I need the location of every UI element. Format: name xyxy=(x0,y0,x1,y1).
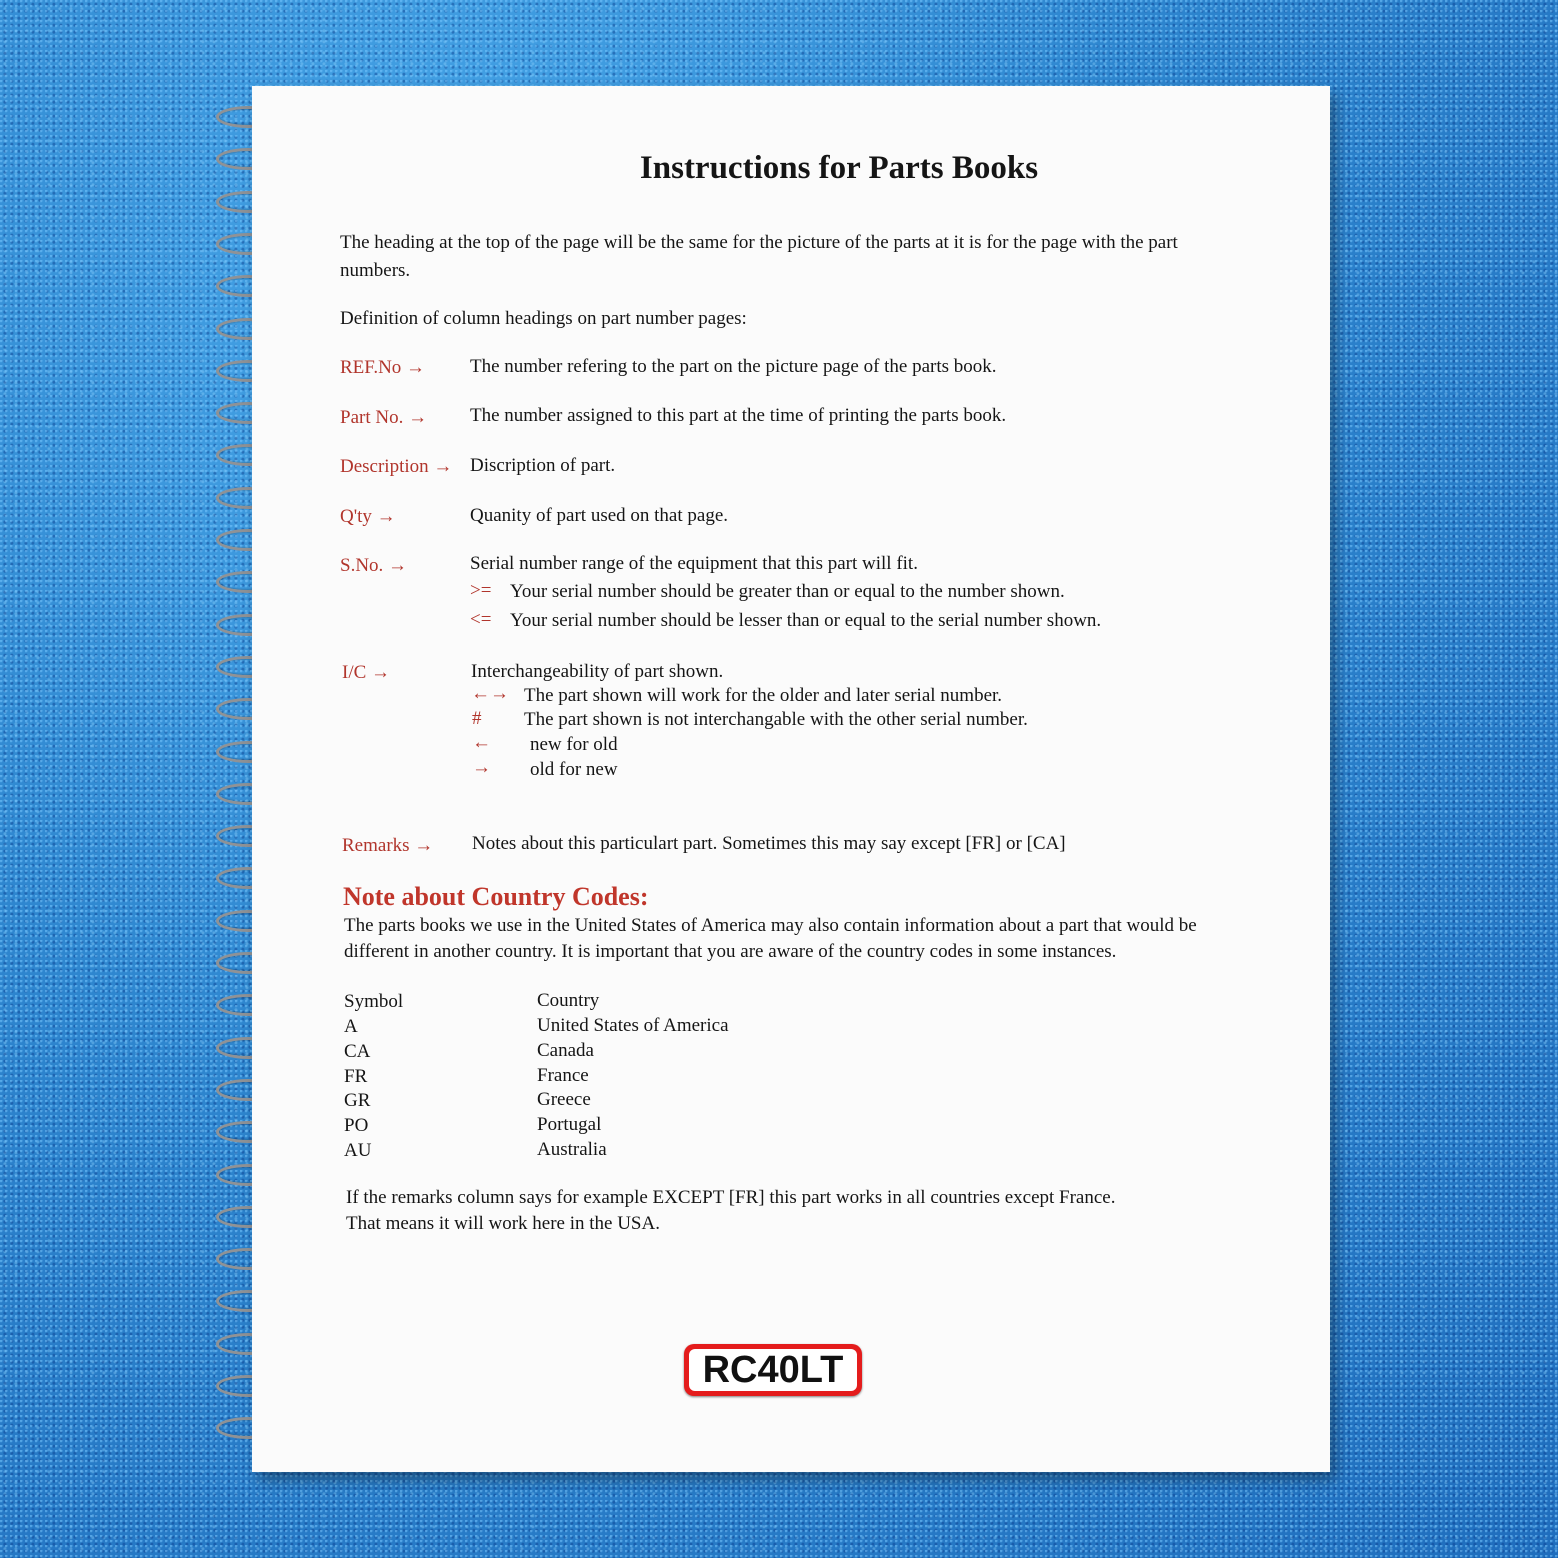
serial-rule-text: Your serial number should be lesser than or equal to the serial number shown. xyxy=(510,610,1102,631)
desc-ic: Interchangeability of part shown. xyxy=(471,661,724,682)
intro-line-1: The heading at the top of the page will be the same for the picture of the parts at it is for the page with the part xyxy=(340,232,1178,253)
intro-line-2: numbers. xyxy=(340,260,411,281)
serial-rule-symbol: >= xyxy=(470,580,492,601)
term-qty: Q'ty → xyxy=(340,506,396,527)
term-ic: I/C → xyxy=(342,662,391,683)
table-cell-country: France xyxy=(537,1065,589,1086)
closing-line-1: If the remarks column says for example EXCEPT [FR] this part works in all countries except France. xyxy=(346,1187,1116,1208)
country-note-line-2: different in another country. It is important that you are aware of the country codes in some instances. xyxy=(344,941,1117,962)
closing-line-2: That means it will work here in the USA. xyxy=(346,1213,660,1234)
table-cell-country: Portugal xyxy=(537,1114,602,1135)
definition-heading: Definition of column headings on part number pages: xyxy=(340,308,747,329)
term-s-no: S.No. → xyxy=(340,555,408,576)
ic-rule-symbol: ←→ xyxy=(471,683,509,704)
desc-remarks: Notes about this particulart part. Sometimes this may say except [FR] or [CA] xyxy=(472,833,1066,854)
model-logo xyxy=(684,1344,862,1396)
serial-rule-text: Your serial number should be greater than or equal to the number shown. xyxy=(510,581,1065,602)
country-note-heading: Note about Country Codes: xyxy=(343,882,649,911)
desc-description: Discription of part. xyxy=(470,455,616,476)
table-cell-symbol: FR xyxy=(344,1066,368,1087)
ic-rule-text: old for new xyxy=(530,759,618,780)
table-cell-country: Australia xyxy=(537,1139,607,1160)
page-title: Instructions for Parts Books xyxy=(639,150,1039,186)
table-cell-country: United States of America xyxy=(537,1015,729,1036)
table-header-symbol: Symbol xyxy=(344,991,404,1012)
notebook-page xyxy=(252,86,1330,1472)
term-part-no: Part No. → xyxy=(340,407,428,428)
term-remarks: Remarks → xyxy=(342,835,434,856)
desc-part-no: The number assigned to this part at the time of printing the parts book. xyxy=(470,405,1007,426)
serial-rule-symbol: <= xyxy=(470,609,492,630)
table-cell-symbol: PO xyxy=(344,1115,369,1136)
ic-rule-text: new for old xyxy=(530,734,618,755)
table-cell-country: Greece xyxy=(537,1089,591,1110)
table-cell-symbol: AU xyxy=(344,1140,372,1161)
table-header-country: Country xyxy=(537,990,600,1011)
ic-rule-symbol: # xyxy=(472,708,482,729)
desc-ref-no: The number refering to the part on the picture page of the parts book. xyxy=(470,356,997,377)
ic-rule-symbol: ← xyxy=(472,732,491,753)
table-cell-symbol: CA xyxy=(344,1041,371,1062)
term-description: Description → xyxy=(340,456,453,477)
table-cell-symbol: GR xyxy=(344,1090,371,1111)
desc-qty: Quanity of part used on that page. xyxy=(470,505,729,526)
country-note-line-1: The parts books we use in the United States of America may also contain information about a part that would be xyxy=(344,915,1197,936)
table-cell-country: Canada xyxy=(537,1040,594,1061)
term-ref-no: REF.No → xyxy=(340,357,426,378)
desc-s-no: Serial number range of the equipment that this part will fit. xyxy=(470,553,918,574)
model-logo-text: RC40LT xyxy=(689,1349,857,1391)
ic-rule-symbol: → xyxy=(472,757,491,778)
ic-rule-text: The part shown will work for the older and later serial number. xyxy=(524,685,1003,706)
table-cell-symbol: A xyxy=(344,1016,358,1037)
ic-rule-text: The part shown is not interchangable with the other serial number. xyxy=(524,709,1028,730)
